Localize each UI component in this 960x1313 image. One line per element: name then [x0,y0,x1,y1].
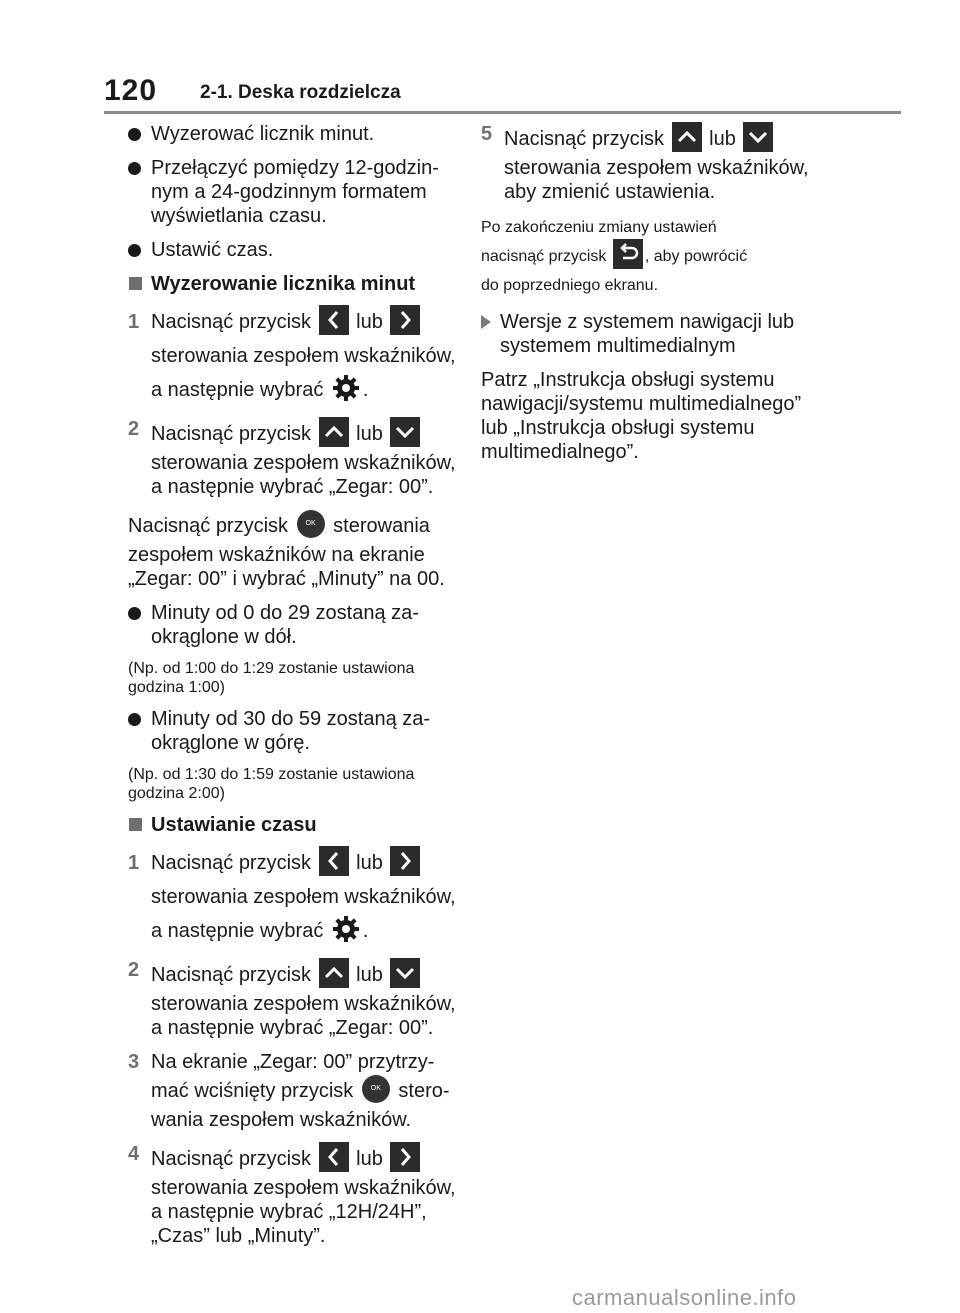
step-number: 1 [128,311,140,333]
arrow-item: Wersje z systemem nawigacji lub systemem multimedialnym [481,310,811,358]
step-number: 5 [481,123,493,145]
bullet-item: Minuty od 30 do 59 zostaną za- okrąglone w górę. [128,707,458,755]
ok-button-icon: OK [362,1075,390,1103]
watermark: carmanualsonline.info [572,1285,797,1310]
triangle-marker-icon [481,315,491,329]
note: (Np. od 1:30 do 1:59 zostanie ustawiona godzina 2:00) [128,766,415,802]
chevron-up-icon [672,122,702,152]
page-number: 120 [104,74,158,107]
bullet-dot-icon [128,128,141,141]
chevron-left-icon [319,1142,349,1172]
chevron-right-icon [390,846,420,876]
gear-icon [331,373,361,403]
subheading-reset-minutes: Wyzerowanie licznika minut [128,272,458,296]
square-marker-icon [129,818,142,831]
chevron-right-icon [390,305,420,335]
step-item: 5 Nacisnąć przycisk lub sterowania zespołem wskaźników, aby zmienić ustawienia. [481,123,809,203]
step-item: 2 Nacisnąć przycisk lub sterowania zespołem wskaźników, a następnie wybrać „Zegar: 00”. [128,418,456,498]
section-title: 2-1. Deska rozdzielcza [200,82,401,103]
back-arrow-icon [613,239,643,269]
paragraph: Patrz „Instrukcja obsługi systemu nawigacji/systemu multimedialnego” lub „Instrukcja obsługi systemu multimedialnego”. [481,369,802,463]
gear-icon [331,914,361,944]
bullet-dot-icon [128,713,141,726]
step-item: 4 Nacisnąć przycisk lub sterowania zespołem wskaźników, a następnie wybrać „12H/24H”, „Czas” lub „Minuty”. [128,1143,456,1247]
step-number: 2 [128,418,140,440]
bullet-dot-icon [128,244,141,257]
chevron-down-icon [390,417,420,447]
chevron-left-icon [319,846,349,876]
left-column [128,122,458,1258]
chevron-left-icon [319,305,349,335]
chevron-up-icon [319,958,349,988]
bullet-dot-icon [128,162,141,175]
chevron-down-icon [390,958,420,988]
step-number: 1 [128,852,140,874]
right-column [481,122,811,474]
note: (Np. od 1:00 do 1:29 zostanie ustawiona godzina 1:00) [128,660,415,696]
step-number: 2 [128,959,140,981]
chevron-right-icon [390,1142,420,1172]
bullet-dot-icon [128,607,141,620]
paragraph: Nacisnąć przycisk OK sterowania zespołem wskaźników na ekranie „Zegar: 00” i wybrać „Minuty” na 00. [128,509,458,591]
step-item: 1 Nacisnąć przycisk lub sterowania zespołem wskaźników, a następnie wybrać . [128,305,458,407]
page-header [0,0,960,118]
bullet-item: Przełączyć pomiędzy 12-godzin- nym a 24-godzinnym formatem wyświetlania czasu. [128,156,458,228]
square-marker-icon [129,277,142,290]
chevron-up-icon [319,417,349,447]
step-number: 3 [128,1051,140,1073]
note: Po zakończeniu zmiany ustawień nacisnąć przycisk , aby powrócić do poprzedniego ekranu. [481,219,748,294]
chevron-down-icon [743,122,773,152]
header-rule [104,111,901,114]
step-number: 4 [128,1143,140,1165]
step-item: 3 Na ekranie „Zegar: 00” przytrzy- mać wciśnięty przycisk OK stero- wania zespołem wskaźników. [128,1051,450,1131]
ok-button-icon: OK [297,510,325,538]
step-item: 2 Nacisnąć przycisk lub sterowania zespołem wskaźników, a następnie wybrać „Zegar: 00”. [128,959,456,1039]
step-item: 1 Nacisnąć przycisk lub sterowania zespołem wskaźników, a następnie wybrać . [128,846,458,948]
subheading-set-time: Ustawianie czasu [128,813,458,837]
bullet-item: Ustawić czas. [128,238,458,262]
bullet-item: Wyzerować licznik minut. [128,122,458,146]
bullet-item: Minuty od 0 do 29 zostaną za- okrąglone w dół. [128,601,458,649]
